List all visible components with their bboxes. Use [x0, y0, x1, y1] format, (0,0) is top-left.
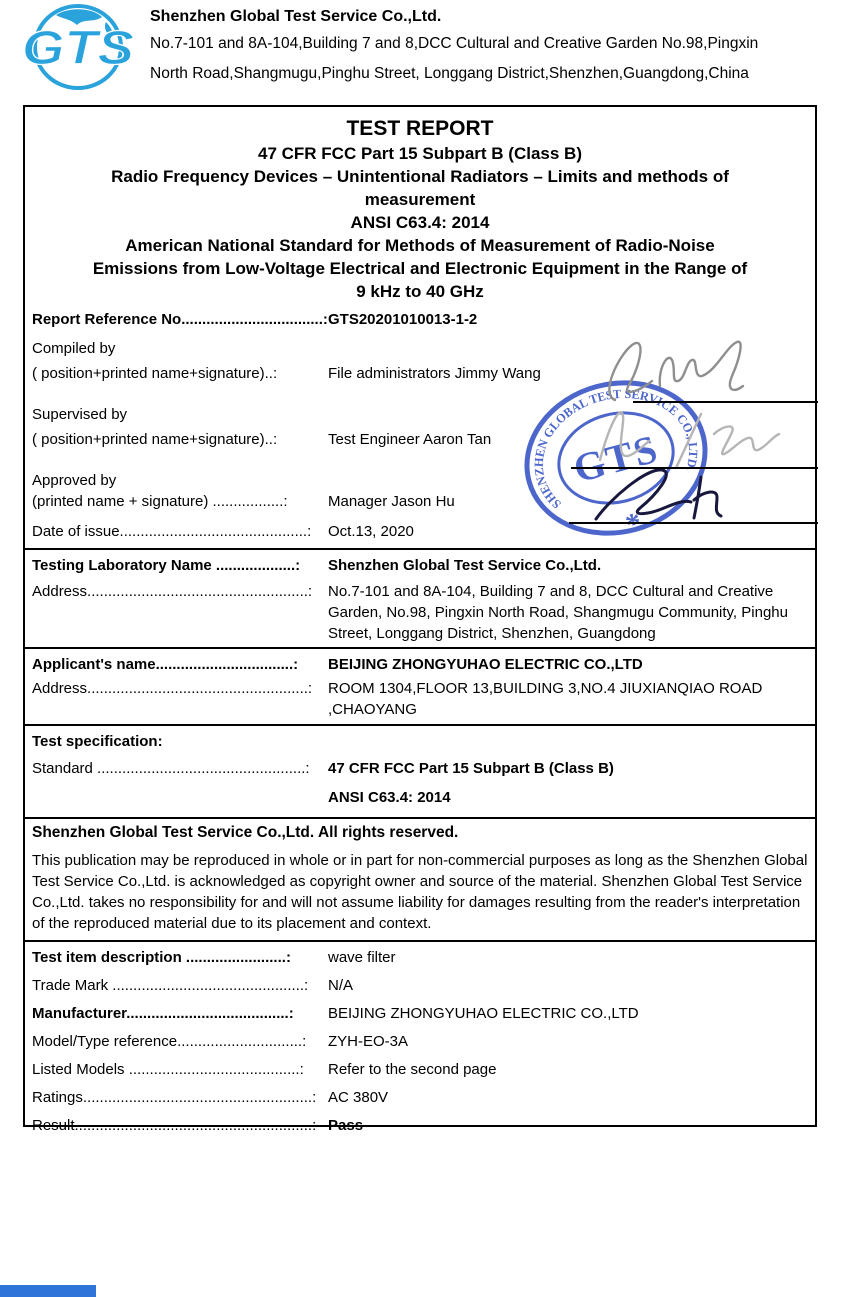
field-label-line: ( position+printed name+signature)..: [32, 365, 278, 382]
field-value: Refer to the second page [328, 1061, 497, 1078]
section-divider [25, 647, 815, 649]
title-block [25, 107, 815, 303]
section-divider [25, 940, 815, 942]
title-line: ANSI C63.4: 2014 [350, 213, 490, 232]
field-value: AC 380V [328, 1089, 389, 1106]
title-line: Emissions from Low-Voltage Electrical and Electronic Equipment in the Range of [92, 259, 748, 278]
field-value: N/A [328, 977, 354, 994]
field-label: Trade Mark ..............................................: [32, 977, 309, 994]
field-label: Test item description ........................: [32, 949, 291, 966]
field-compiled-by [32, 338, 808, 384]
field-label-line: ( position+printed name+signature)..: [32, 431, 278, 448]
field-date-of-issue [32, 521, 808, 542]
letterhead [16, 2, 758, 95]
field-label: Ratings.......................................................: [32, 1089, 317, 1106]
field-value: No.7-101 and 8A-104, Building 7 and 8, DCC Cultural and Creative Garden, No.98, Pingxin North Road, Shangmugu Community, Pinghu Street, Longgang District, Shenzhen, Guangdong [328, 583, 788, 642]
field-value: GTS20201010013-1-2 [328, 311, 478, 328]
title-line: 47 CFR FCC Part 15 Subpart B (Class B) [257, 144, 582, 163]
stamp-star: * [622, 506, 646, 543]
field-label: Date of issue.............................................: [32, 523, 312, 540]
field-label: Address.....................................................: [32, 583, 313, 600]
field-value: BEIJING ZHONGYUHAO ELECTRIC CO.,LTD [328, 656, 643, 673]
copyright-body: This publication may be reproduced in whole or in part for non-commercial purposes as long as the Shenzhen Global Test Service Co.,Ltd. is acknowledged as copyright owner and source of the material. Shenzhen Global Test Service Co.,Ltd. takes no responsibility for and will not assume liability for damages resulting from the reader's interpretation of the reproduced material due to its placement and context. [32, 852, 808, 932]
field-label-line: Supervised by [32, 406, 128, 423]
field-applicant-address [32, 678, 808, 720]
field-label-line: Approved by [32, 472, 117, 489]
field-lab-name [32, 555, 808, 576]
field-label-line: Compiled by [32, 340, 116, 357]
section-heading: Test specification: [32, 733, 163, 750]
field-value: Test Engineer Aaron Tan [328, 431, 492, 448]
stamp-ring-text: SHENZHEN GLOBAL TEST SERVICE CO., LTD. [531, 386, 701, 512]
field-lab-address [32, 581, 808, 644]
report-fields [25, 309, 815, 819]
field-approved-by [32, 470, 808, 512]
field-value: BEIJING ZHONGYUHAO ELECTRIC CO.,LTD [328, 1005, 639, 1022]
field-label: Model/Type reference..............................: [32, 1033, 307, 1050]
title-line: measurement [364, 190, 476, 209]
field-value: ZYH-EO-3A [328, 1033, 409, 1050]
title-line: Radio Frequency Devices – Unintentional Radiators – Limits and methods of [111, 167, 729, 186]
field-standard [32, 758, 808, 808]
title-line: American National Standard for Methods of Measurement of Radio-Noise [125, 236, 715, 255]
field-label [32, 470, 328, 512]
field-value: Oct.13, 2020 [328, 523, 414, 540]
copyright-heading: Shenzhen Global Test Service Co.,Ltd. All rights reserved. [32, 824, 459, 841]
report-box [23, 105, 817, 1134]
stamp-center-text: GTS [568, 425, 664, 492]
field-trade-mark [32, 975, 808, 996]
field-label: Manufacturer.......................................: [32, 1005, 294, 1022]
letterhead-text [150, 2, 758, 95]
field-manufacturer [32, 1003, 808, 1024]
field-label-line: (printed name + signature) .................: [32, 493, 288, 510]
field-value: wave filter [328, 949, 396, 966]
field-label: Address.....................................................: [32, 680, 313, 697]
company-address-line2: North Road,Shangmugu,Pinghu Street, Longgang District,Shenzhen,Guangdong,China [150, 65, 749, 82]
field-label: Listed Models .........................................: [32, 1061, 304, 1078]
field-label: Report Reference No..................................: [32, 311, 328, 328]
field-value: Pass [328, 1117, 364, 1134]
report-title: TEST REPORT [346, 117, 494, 140]
test-specification-heading [32, 731, 808, 752]
standard-line2: ANSI C63.4: 2014 [328, 789, 451, 806]
logo-text: GTS [22, 22, 134, 75]
title-line: 9 kHz to 40 GHz [356, 282, 484, 301]
field-label: Applicant's name.................................: [32, 656, 299, 673]
field-ratings [32, 1087, 808, 1108]
company-address-line1: No.7-101 and 8A-104,Building 7 and 8,DCC Cultural and Creative Garden No.98,Pingxin [150, 35, 759, 52]
field-test-item-description [32, 947, 808, 968]
field-label [32, 404, 328, 450]
field-result [32, 1115, 808, 1136]
section-divider [25, 548, 815, 550]
field-report-reference [32, 309, 808, 330]
footer-accent-bar [0, 1285, 96, 1297]
field-label: Result.........................................................: [32, 1117, 317, 1134]
test-item-fields [25, 947, 815, 1136]
company-name: Shenzhen Global Test Service Co.,Ltd. [150, 8, 442, 25]
gts-globe-logo-icon [16, 2, 140, 92]
field-value: Manager Jason Hu [328, 493, 455, 510]
field-supervised-by [32, 404, 808, 450]
field-value [328, 758, 806, 808]
field-value: ROOM 1304,FLOOR 13,BUILDING 3,NO.4 JIUXIANQIAO ROAD ,CHAOYANG [328, 680, 763, 718]
field-value: File administrators Jimmy Wang [328, 365, 541, 382]
field-applicant-name [32, 654, 808, 675]
section-divider [25, 817, 815, 819]
field-value: Shenzhen Global Test Service Co.,Ltd. [328, 557, 602, 574]
section-divider [25, 724, 815, 726]
field-label: Testing Laboratory Name ...................: [32, 557, 301, 574]
field-listed-models [32, 1059, 808, 1080]
field-model-type-reference [32, 1031, 808, 1052]
field-label: Standard ..................................................: [32, 760, 310, 777]
standard-line1: 47 CFR FCC Part 15 Subpart B (Class B) [328, 760, 614, 777]
field-label [32, 338, 328, 384]
